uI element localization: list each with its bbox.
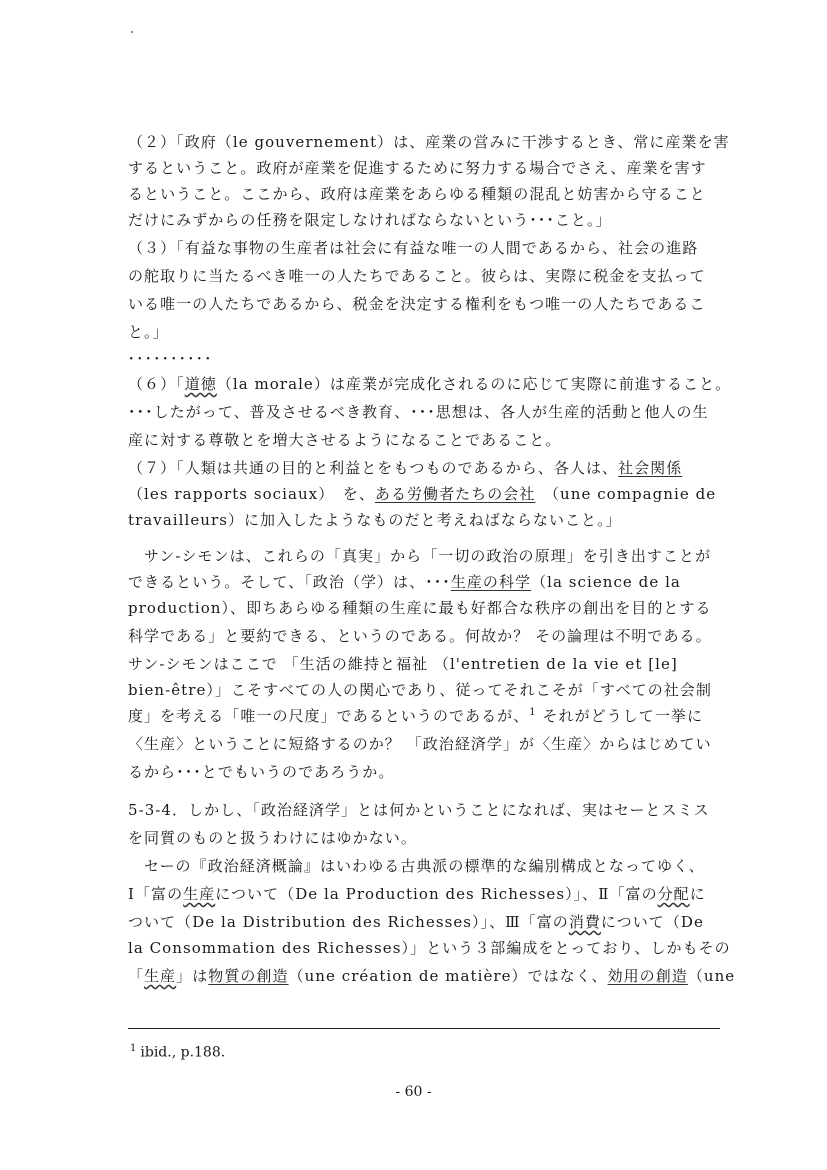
text-span: 度」を考える「唯一の尺度」であるというのであるが、 bbox=[128, 707, 530, 725]
text-line bbox=[128, 706, 728, 726]
footnote-text: ibid., p.188. bbox=[140, 1044, 226, 1061]
text-span: Ⅰ「富の bbox=[128, 885, 184, 903]
text-line: だけにみずからの任務を限定しなければならないという･･･こと。」 bbox=[128, 211, 612, 229]
text-line bbox=[128, 912, 728, 932]
text-line: サン-シモンは、これらの「真実」から「一切の政治の原理」を引き出すことが bbox=[144, 547, 712, 565]
text-span: （la morale）は産業が完成化されるのに応じて実際に前進すること。 bbox=[216, 375, 732, 393]
text-line bbox=[128, 966, 736, 986]
underlined-term: 物質の創造 bbox=[208, 967, 289, 985]
text-span: について（De bbox=[600, 913, 704, 931]
footnote-divider bbox=[128, 1028, 720, 1029]
underlined-term: 社会関係 bbox=[618, 459, 683, 477]
text-span: それがどうして一挙に bbox=[536, 707, 704, 725]
text-line bbox=[128, 458, 728, 478]
text-line bbox=[128, 484, 728, 504]
text-line: 5-3-4．しかし、「政治経済学」とは何かということになれば、実はセーとスミス bbox=[128, 801, 710, 819]
text-span: （la science de la bbox=[531, 573, 681, 591]
text-span: に bbox=[689, 885, 706, 903]
text-line: （２）「政府（le gouvernement）は、産業の営みに干渉するとき、常に産業を害 bbox=[128, 133, 730, 151]
text-line: production）、即ちあらゆる種類の生産に最も好都合な秩序の創出を目的とする bbox=[128, 599, 712, 617]
text-line: るから･･･とでもいうのであろうか。 bbox=[128, 763, 395, 781]
text-span: （une création de matière）ではなく、 bbox=[288, 967, 608, 985]
text-line bbox=[128, 884, 728, 904]
text-line: bien-être）」こそすべての人の関心であり、従ってそれこそが「すべての社会制 bbox=[128, 681, 712, 699]
underlined-term: 効用の創造 bbox=[607, 967, 688, 985]
footnote-number: 1 bbox=[130, 1043, 137, 1054]
text-span: （une compagnie de bbox=[551, 485, 717, 503]
text-line: サン-シモンはここで 「生活の維持と福祉 （l'entretien de la vie et [le] bbox=[128, 655, 678, 673]
wavy-underlined-term: 消費 bbox=[568, 913, 601, 931]
text-line bbox=[128, 374, 732, 394]
text-line: の舵取りに当たるべき唯一の人たちであること。彼らは、実際に税金を支払って bbox=[128, 267, 706, 285]
text-line: travailleurs）に加入したようなものだと考えねばならないこと。」 bbox=[128, 511, 622, 529]
text-line: セーの『政治経済概論』はいわゆる古典派の標準的な編別構成となってゆく、 bbox=[144, 857, 705, 875]
wavy-underlined-term: 生産 bbox=[144, 967, 177, 985]
underlined-term: ある労働者たちの会社 bbox=[374, 485, 536, 503]
text-span: （７）「人類は共通の目的と利益とをもつものであるから、各人は、 bbox=[128, 459, 619, 477]
text-line: 〈生産〉ということに短絡するのか？ 「政治経済学」が〈生産〉からはじめてい bbox=[128, 735, 712, 753]
text-span: （les rapports sociaux） を、 bbox=[128, 485, 375, 503]
scan-speck bbox=[131, 31, 133, 33]
wavy-underlined-term: 道徳 bbox=[184, 375, 217, 393]
footnote-ref: 1 bbox=[529, 707, 537, 718]
page-number: - 60 - bbox=[395, 1084, 432, 1100]
text-line bbox=[128, 572, 728, 592]
text-span: （６）「 bbox=[128, 375, 185, 393]
text-line: 科学である」と要約できる、というのである。何故か？ その論理は不明である。 bbox=[128, 627, 712, 645]
text-span: ついて（De la Distribution des Richesses）」、Ⅲ「富の bbox=[128, 913, 569, 931]
footnote bbox=[130, 1040, 225, 1062]
text-line: いる唯一の人たちであるから、税金を決定する権利をもつ唯一の人たちであるこ bbox=[128, 295, 706, 313]
text-span: できるという。そして、「政治（学）は、･･･ bbox=[128, 573, 451, 591]
text-span: 「 bbox=[128, 967, 145, 985]
text-span: （une bbox=[687, 967, 736, 985]
wavy-underlined-term: 生産 bbox=[183, 885, 216, 903]
text-span: 」は bbox=[176, 967, 209, 985]
wavy-underlined-term: 分配 bbox=[657, 885, 690, 903]
text-line: するということ。政府が産業を促進するために努力する場合でさえ、産業を害す bbox=[128, 159, 707, 177]
text-line: （３）「有益な事物の生産者は社会に有益な唯一の人間であるから、社会の進路 bbox=[128, 239, 699, 257]
text-line: 産に対する尊敬とを増大させるようになることであること。 bbox=[128, 431, 562, 449]
text-span: について（De la Production des Richesses）」、Ⅱ「富の bbox=[215, 885, 658, 903]
underlined-term: 生産の科学 bbox=[450, 573, 532, 591]
text-line: ･･･したがって、普及させるべき教育、･･･思想は、各人が生産的活動と他人の生 bbox=[128, 403, 709, 421]
text-line: を同質のものと扱うわけにはゆかない。 bbox=[128, 829, 417, 847]
text-line: と。」 bbox=[128, 323, 169, 341]
text-line: la Consommation des Richesses）」という３部編成をとっており、しかもその bbox=[128, 939, 731, 957]
ellipsis-row: ･･････････ bbox=[128, 352, 213, 367]
text-line: るということ。ここから、政府は産業をあらゆる種類の混乱と妨害から守ること bbox=[128, 185, 706, 203]
